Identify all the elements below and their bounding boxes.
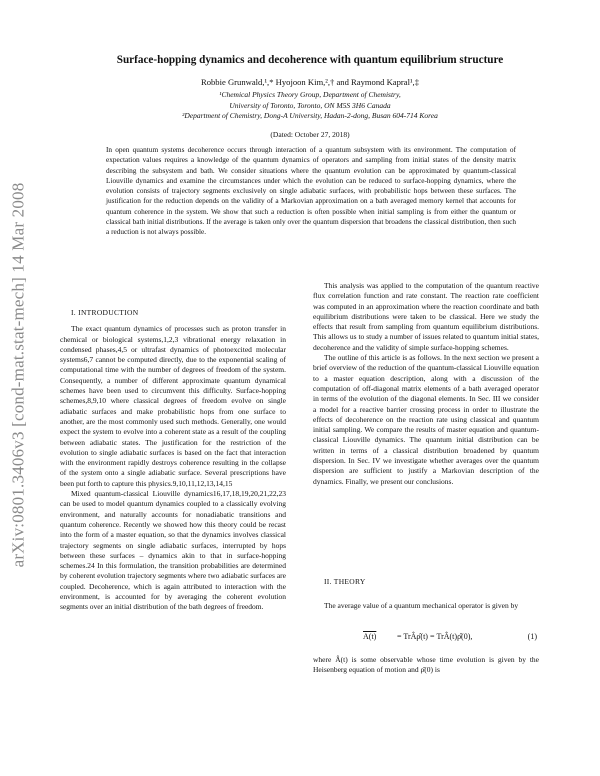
affiliation-line: ¹Chemical Physics Theory Group, Department of Chemistry, xyxy=(219,90,401,99)
equation-rhs: = TrÂρ̂(t) = TrÂ(t)ρ̂(0), xyxy=(397,632,473,641)
intro-paragraph: The exact quantum dynamics of processes such as proton transfer in chemical or biological systems,1,2,3 vibrational energy relaxation in condensed phases,4,5 or ultrafast dynamics of photoexcited molecular systems6,7 cannot be computed directly, due to the exponential scaling of computational time with the number of degrees of freedom of the system. Consequently, a number of different approximate quantum dynamical schemes have been used to circumvent this difficulty. Surface-hopping schemes,8,9,10 where classical degrees of freedom evolve on single adiabatic surfaces and make probabilistic hops from one surface to another, are the most commonly used such methods. Generally, one would expect the system to evolve into a coherent state as a result of the coupling between adiabatic states. The justification for the restriction of the evolution to single adiabatic surfaces is based on the fact that interaction with the environment rapidly destroys coherence resulting in the collapse of the system onto a single adiabatic surface. Several prescriptions have been put forth to capture this physics.9,10,11,12,13,14,15 xyxy=(60,324,286,488)
author-list: Robbie Grunwald,¹,* Hyojoon Kim,²,† and Raymond Kapral¹,‡ xyxy=(200,77,419,87)
section-heading-introduction: I. INTRODUCTION xyxy=(71,308,139,317)
theory-section xyxy=(313,577,539,612)
paper-title: Surface-hopping dynamics and decoherence with quantum equilibrium structure xyxy=(116,54,504,66)
section-heading-theory: II. THEORY xyxy=(324,577,366,586)
equation-lhs: A(t) xyxy=(363,632,377,641)
equation-1 xyxy=(313,632,539,646)
affiliation-line: ²Department of Chemistry, Dong-A University, Hadan-2-dong, Busan 604-714 Korea xyxy=(182,111,438,120)
theory-paragraph: The average value of a quantum mechanical operator is given by xyxy=(324,601,519,611)
theory-continuation xyxy=(313,655,539,676)
arxiv-identifier: arXiv:0801.3406v3 [cond-mat.stat-mech] 14 Mar 2008 xyxy=(8,182,28,568)
left-column xyxy=(60,308,286,613)
body-paragraph: This analysis was applied to the computation of the quantum reactive flux correlation function and rate constant. The reaction rate coefficient was computed in an approximation where the reaction coordinate and bath equilibrium distributions were taken to be classical. Here we study the effects that result from sampling from quantum equilibrium distributions. This allows us to study a number of issues related to quantum initial states, decoherence and the validity of simple surface-hopping schemes. xyxy=(313,281,539,352)
theory-paragraph: where Â(t) is some observable whose time evolution is given by the Heisenberg equation of motion and ρ̂(0) is xyxy=(313,655,539,675)
outline-paragraph: The outline of this article is as follows. In the next section we present a brief overview of the reduction of the quantum-classical Liouville equation to a master equation description, along with a discussion of the computation of off-diagonal matrix elements of a bath averaged operator in terms of the evolution of the diagonal elements. In Sec. III we consider a model for a reactive barrier crossing process in order to illustrate the effects of decoherence on the reaction rate using classical and quantum initial sampling. We compare the results of master equation and quantum-classical Liouville dynamics. The quantum initial distribution can be written in terms of a classical distribution broadened by quantum dispersion. In Sec. IV we investigate whether averages over the quantum dispersion are sufficient to justify a Markovian description of the dynamics. Finally, we present our conclusions. xyxy=(313,353,539,486)
abstract: In open quantum systems decoherence occurs through interaction of a quantum subsystem with its environment. The computation of expectation values requires a knowledge of the quantum dynamics of operators and sampling from initial states of the density matrix describing the subsystem and bath. We consider situations where the quantum evolution can be approximated by quantum-classical Liouville dynamics and examine the circumstances under which the evolution can be reduced to surface-hopping dynamics, where the evolution consists of trajectory segments exclusively on single adiabatic surfaces, with probabilistic hops between these surfaces. The justification for the reduction depends on the validity of a Markovian approximation on a bath averaged memory kernel that accounts for quantum coherence in the system. We show that such a reduction is often possible when initial sampling is from either the quantum or classical bath initial distributions. If the average is taken only over the quantum dispersion that broadens the classical distribution, then such a reduction is not always possible. xyxy=(106,145,516,237)
right-column xyxy=(313,281,539,487)
affiliation-line: University of Toronto, Toronto, ON M5S 3H6 Canada xyxy=(229,100,391,110)
equation-number: (1) xyxy=(527,632,537,641)
dated-line: (Dated: October 27, 2018) xyxy=(270,130,350,139)
intro-paragraph: Mixed quantum-classical Liouville dynamics16,17,18,19,20,21,22,23 can be used to model quantum dynamics coupled to a classically evolving environment, and naturally accounts for nonadiabatic transitions and quantum coherence. Recently we showed how this theory could be recast into the form of a master equation, so that the dynamics involves classical trajectory segments on single adiabatic surfaces, interrupted by hops between these surfaces – dynamics akin to that in surface-hopping schemes.24 In this formulation, the transition probabilities are determined by coherent evolution trajectory segments where two adiabatic surfaces are coupled. Decoherence, which is again attributed to interaction with the environment, is accounted for by averaging the coherent evolution segments over an initial distribution of the bath degrees of freedom. xyxy=(60,489,286,612)
